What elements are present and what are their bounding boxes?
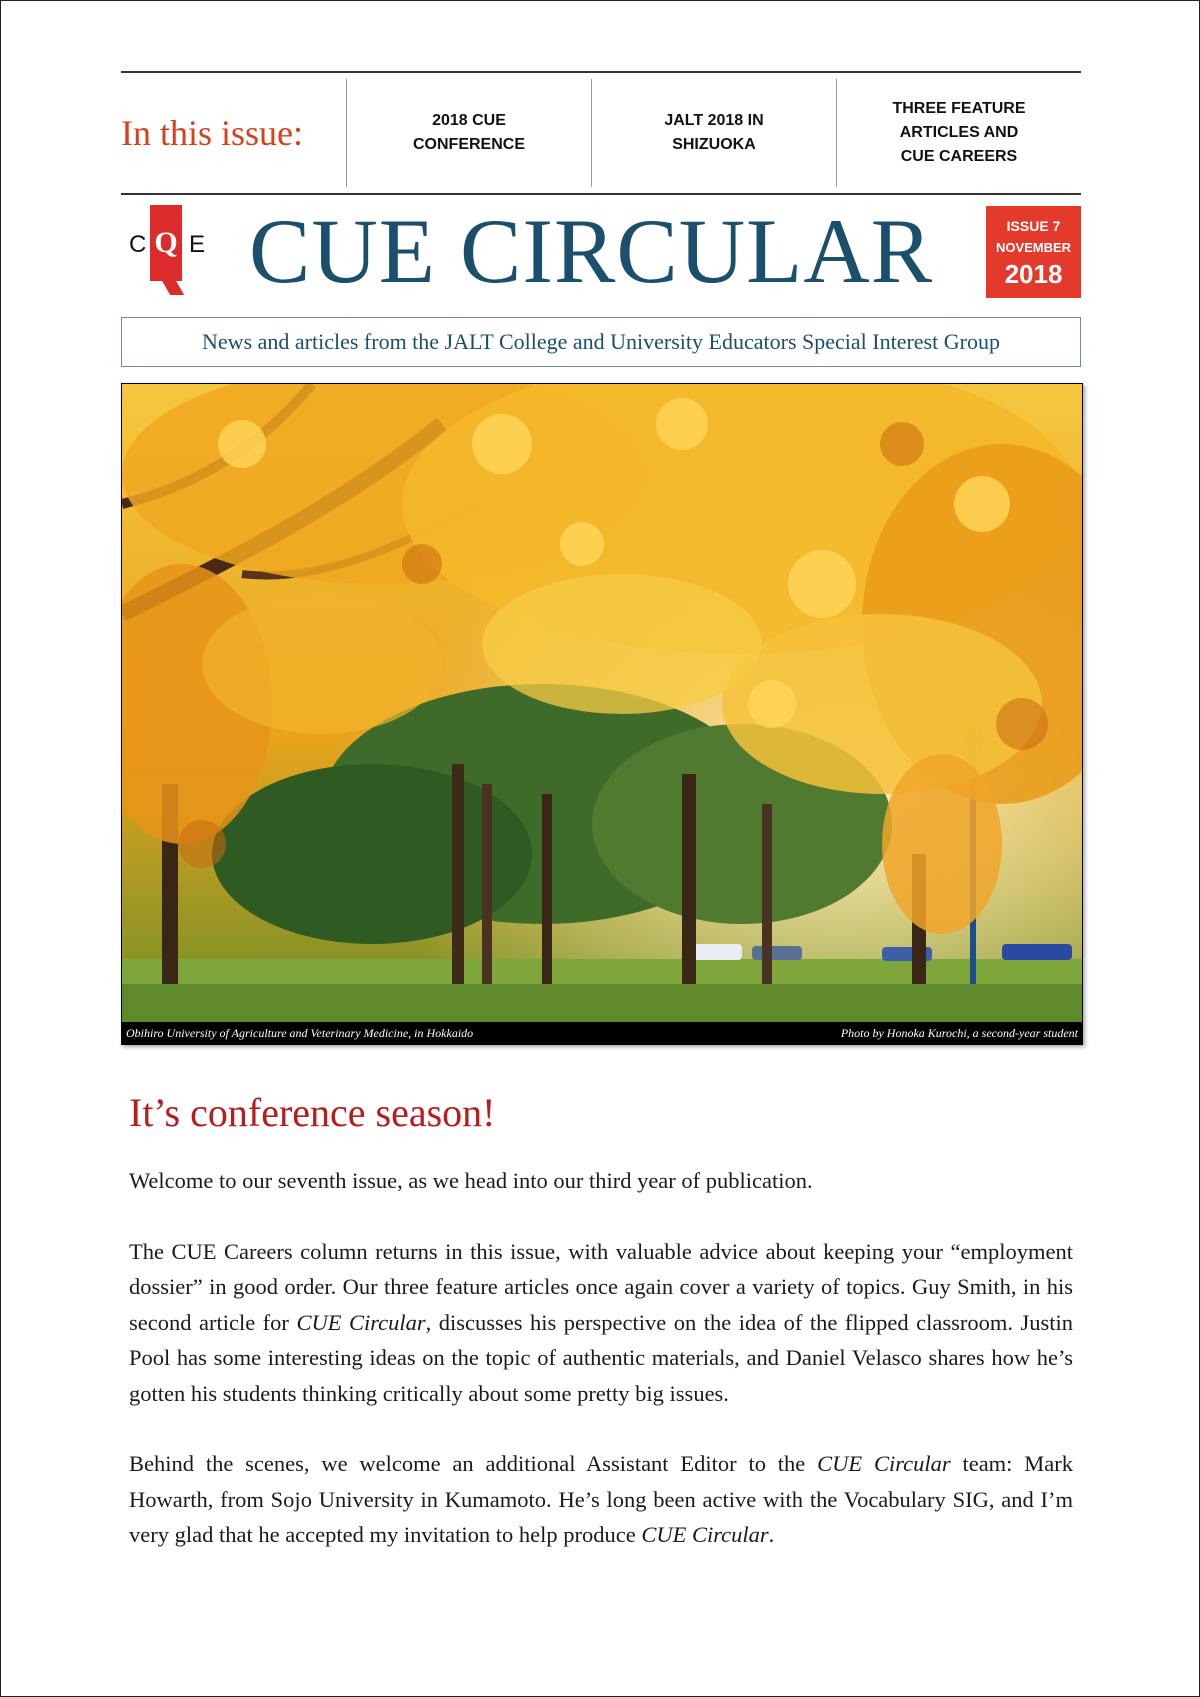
issue-month: NOVEMBER — [995, 240, 1072, 255]
newsletter-title: CUE CIRCULAR — [249, 200, 934, 302]
photo-caption-location: Obihiro University of Agriculture and Veterinary Medicine, in Hokkaido — [126, 1025, 474, 1040]
issue-number: ISSUE 7 — [1006, 218, 1061, 234]
contents-item-conference: 2018 CUE CONFERENCE — [346, 79, 591, 187]
photo-caption-credit: Photo by Honoka Kurochi, a second-year student — [840, 1025, 1078, 1040]
article-paragraph-3: Behind the scenes, we welcome an additional Assistant Editor to the CUE Circular team: Mark Howarth, from Sojo University in Kumamoto. He’s long been active with the Vocabulary SIG, and I’m very glad that he accepted my invitation to help produce CUE Circular. — [129, 1451, 1073, 1547]
issue-contents-bar — [121, 71, 1081, 195]
photo-caption-bar — [122, 1022, 1082, 1044]
issue-contents-label: In this issue: — [121, 113, 304, 153]
issue-year: 2018 — [1004, 259, 1063, 289]
cue-logo — [121, 205, 211, 297]
contents-item-jalt: JALT 2018 IN SHIZUOKA — [591, 79, 836, 187]
contents-item-features: THREE FEATURE ARTICLES AND CUE CAREERS — [836, 79, 1081, 187]
cover-photo — [121, 383, 1083, 1045]
tagline: News and articles from the JALT College and University Educators Special Interest Group — [121, 317, 1081, 367]
issue-badge — [986, 206, 1081, 298]
article-body — [129, 1163, 1073, 1588]
autumn-trees-image — [122, 384, 1082, 1024]
article-headline: It’s conference season! — [129, 1090, 496, 1135]
logo-letter-c: C — [129, 231, 147, 258]
logo-letter-q: Q — [150, 205, 182, 281]
article-paragraph-2: The CUE Careers column returns in this issue, with valuable advice about keeping your “employment dossier” in good order. Our three feature articles once again cover a variety of topics. Guy Smith, in his second article for CUE Circular, discusses his perspective on the idea of the flipped classroom. Justin Pool has some interesting ideas on the topic of authentic materials, and Daniel Velasco shares how he’s gotten his students thinking critically about some pretty big issues. — [129, 1238, 1074, 1406]
masthead — [121, 201, 1081, 301]
logo-letter-e: E — [189, 231, 206, 258]
article-paragraph-1: Welcome to our seventh issue, as we head into our third year of publication. — [129, 1168, 813, 1193]
